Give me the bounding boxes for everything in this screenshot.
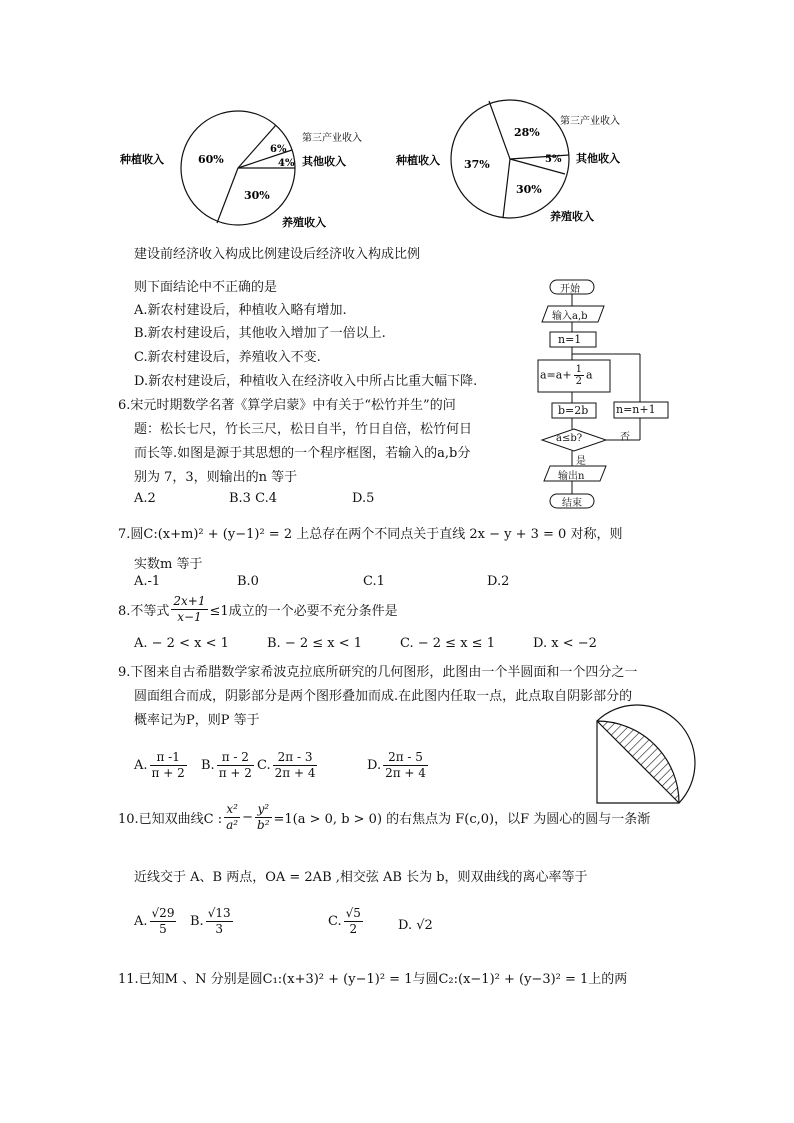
q9-line3: 概率记为P，则P 等于 [134, 713, 260, 728]
q9-c-den: 2π + 4 [274, 766, 316, 780]
q9-d-den: 2π + 4 [385, 766, 426, 780]
q7-line2: 实数m 等于 [134, 557, 203, 572]
pie-after-label-tertiary: 第三产业收入 [560, 116, 620, 127]
flowchart-end: 结束 [562, 498, 582, 509]
flowchart-no-label: 否 [620, 432, 630, 443]
q5-option-a: A.新农村建设后，种植收入略有增加. [134, 303, 347, 318]
q10-minus: − [242, 810, 254, 825]
pie-after-label-other: 其他收入 [576, 152, 620, 165]
q6-option-d: D.5 [352, 491, 375, 506]
flowchart-step-a-den: 2 [575, 376, 582, 387]
flowchart-step-a [540, 364, 593, 387]
flowchart-output: 输出n [558, 471, 585, 482]
q10-line2: 近线交于 A、B 两点，OA = 2AB ,相交弦 AB 长为 b，则双曲线的离心率等于 [134, 870, 588, 885]
q5-option-d: D.新农村建设后，种植收入在经济收入中所占比重大幅下降. [134, 374, 478, 389]
q8-option-a: A. − 2 < x < 1 [134, 636, 229, 651]
q9-a-label: A. [134, 758, 148, 773]
q10-b-num: √13 [207, 906, 231, 920]
q9-option-a [134, 750, 189, 781]
q11-line1: 11.已知M 、N 分别是圆C₁:(x+3)² + (y−1)² = 1与圆C₂:(x−1)² + (y−3)² = 1上的两 [118, 972, 628, 987]
q6-option-a: A.2 [134, 491, 156, 506]
flowchart-start: 开始 [560, 284, 580, 295]
q8-prefix: 8.不等式 [118, 604, 170, 619]
q8-stem [118, 594, 398, 625]
pie-before-label-other: 其他收入 [302, 155, 346, 168]
pie-after-pct-breed: 30% [516, 183, 542, 196]
pie-before-label-breed: 养殖收入 [282, 216, 326, 229]
q8-frac-den: x−1 [177, 610, 202, 624]
q10-prefix: 10.已知双曲线C : [118, 812, 223, 827]
flowchart-step-a-right: a [585, 368, 593, 382]
q8-option-b: B. − 2 ≤ x < 1 [267, 636, 363, 651]
flowchart-step-b: b=2b [558, 404, 589, 417]
q10-a-num: √29 [151, 906, 175, 920]
q8-frac-num: 2x+1 [173, 594, 206, 608]
pies-caption: 建设前经济收入构成比例建设后经济收入构成比例 [134, 247, 421, 262]
flowchart [520, 278, 680, 510]
flowchart-cond: a≤b? [556, 433, 583, 444]
pie-chart-before [110, 108, 410, 233]
q10-line1 [118, 802, 650, 833]
q10-a-label: A. [134, 914, 148, 929]
flowchart-step-a-left: a=a+ [540, 368, 572, 382]
q10-b-label: B. [190, 914, 204, 929]
q10-option-b [190, 906, 235, 937]
q9-a-den: π + 2 [151, 766, 185, 780]
q6-line2: 题：松长七尺，竹长三尺，松日自半，竹日自倍，松竹何日 [134, 422, 473, 437]
q9-option-d [367, 750, 430, 781]
q10-option-a [134, 906, 178, 937]
q7-option-a: A.-1 [134, 574, 161, 589]
q10-y-num: y² [255, 802, 272, 818]
q7-option-c: C.1 [363, 574, 385, 589]
q10-b-den: 3 [215, 922, 223, 936]
pie-before-pct-other: 4% [278, 158, 295, 169]
pie-chart-after [392, 98, 682, 230]
q10-x-den: a² [226, 818, 239, 832]
q6-line3: 而长等.如图是源于其思想的一个程序框图，若输入的a,b分 [134, 446, 471, 461]
q10-c-label: C. [328, 914, 342, 929]
q5-option-c: C.新农村建设后，养殖收入不变. [134, 350, 321, 365]
q9-line1: 9.下图来自古希腊数学家希波克拉底所研究的几何图形，此图由一个半圆面和一个四分之一 [118, 665, 638, 680]
q10-c-den: 2 [349, 922, 358, 936]
flowchart-input: 输入a,b [552, 311, 588, 322]
pie-before-pct-plant: 60% [198, 153, 224, 166]
q10-c-num: √5 [345, 906, 361, 920]
pie-after-label-plant: 种植收入 [396, 154, 440, 167]
pie-before-label-tertiary: 第三产业收入 [302, 133, 362, 144]
q5-stem: 则下面结论中不正确的是 [134, 280, 278, 295]
q7-line1: 7.圆C:(x+m)² + (y−1)² = 2 上总存在两个不同点关于直线 2x − y + 3 = 0 对称，则 [118, 527, 623, 542]
q8-option-c: C. − 2 ≤ x ≤ 1 [400, 636, 495, 651]
q9-b-den: π + 2 [218, 766, 252, 780]
hippocrates-lune-figure [592, 703, 702, 807]
q9-b-label: B. [201, 758, 215, 773]
q7-option-b: B.0 [237, 574, 259, 589]
flowchart-inc: n=n+1 [616, 403, 656, 416]
q9-line2: 圆面组合而成，阴影部分是两个图形叠加而成.在此图内任取一点，此点取自阴影部分的 [134, 689, 633, 704]
pie-after-pct-other: 5% [545, 154, 562, 165]
flowchart-yes-label: 是 [576, 456, 586, 467]
flowchart-step-a-num: 1 [575, 364, 582, 375]
q10-mid: =1(a > 0, b > 0) 的右焦点为 F(c,0)，以F 为圆心的圆与一条渐 [273, 812, 651, 827]
q5-option-b: B.新农村建设后，其他收入增加了一倍以上. [134, 326, 386, 341]
pie-after-pct-plant: 37% [464, 158, 490, 171]
q9-c-label: C. [257, 758, 271, 773]
q6-line4: 别为 7，3，则输出的n 等于 [134, 470, 298, 485]
q8-suffix: ≤1成立的一个必要不充分条件是 [209, 604, 398, 619]
q9-d-label: D. [367, 758, 382, 773]
q9-c-num: 2π - 3 [273, 750, 318, 766]
pie-before-pct-breed: 30% [244, 189, 270, 202]
pie-before-label-plant: 种植收入 [120, 153, 164, 166]
flowchart-init: n=1 [558, 333, 582, 346]
q9-d-num: 2π - 5 [383, 750, 428, 766]
q10-y-den: b² [257, 818, 270, 832]
q10-a-den: 5 [159, 922, 167, 936]
q9-b-num: π - 2 [217, 750, 254, 766]
pie-after-pct-tertiary: 28% [514, 126, 540, 139]
q9-option-c [257, 750, 319, 781]
q6-option-bc: B.3 C.4 [229, 491, 277, 506]
q10-option-d: D. √2 [398, 918, 433, 933]
q8-option-d: D. x < −2 [533, 636, 597, 651]
q9-option-b [201, 750, 256, 781]
pie-before-pct-tertiary: 6% [270, 144, 287, 155]
q9-a-num: π -1 [150, 750, 187, 766]
q6-line1: 6.宋元时期数学名著《算学启蒙》中有关于“松竹并生”的问 [118, 398, 456, 413]
q7-option-d: D.2 [487, 574, 510, 589]
q10-option-c [328, 906, 365, 937]
q10-x-num: x² [224, 802, 240, 818]
pie-after-label-breed: 养殖收入 [550, 210, 594, 223]
